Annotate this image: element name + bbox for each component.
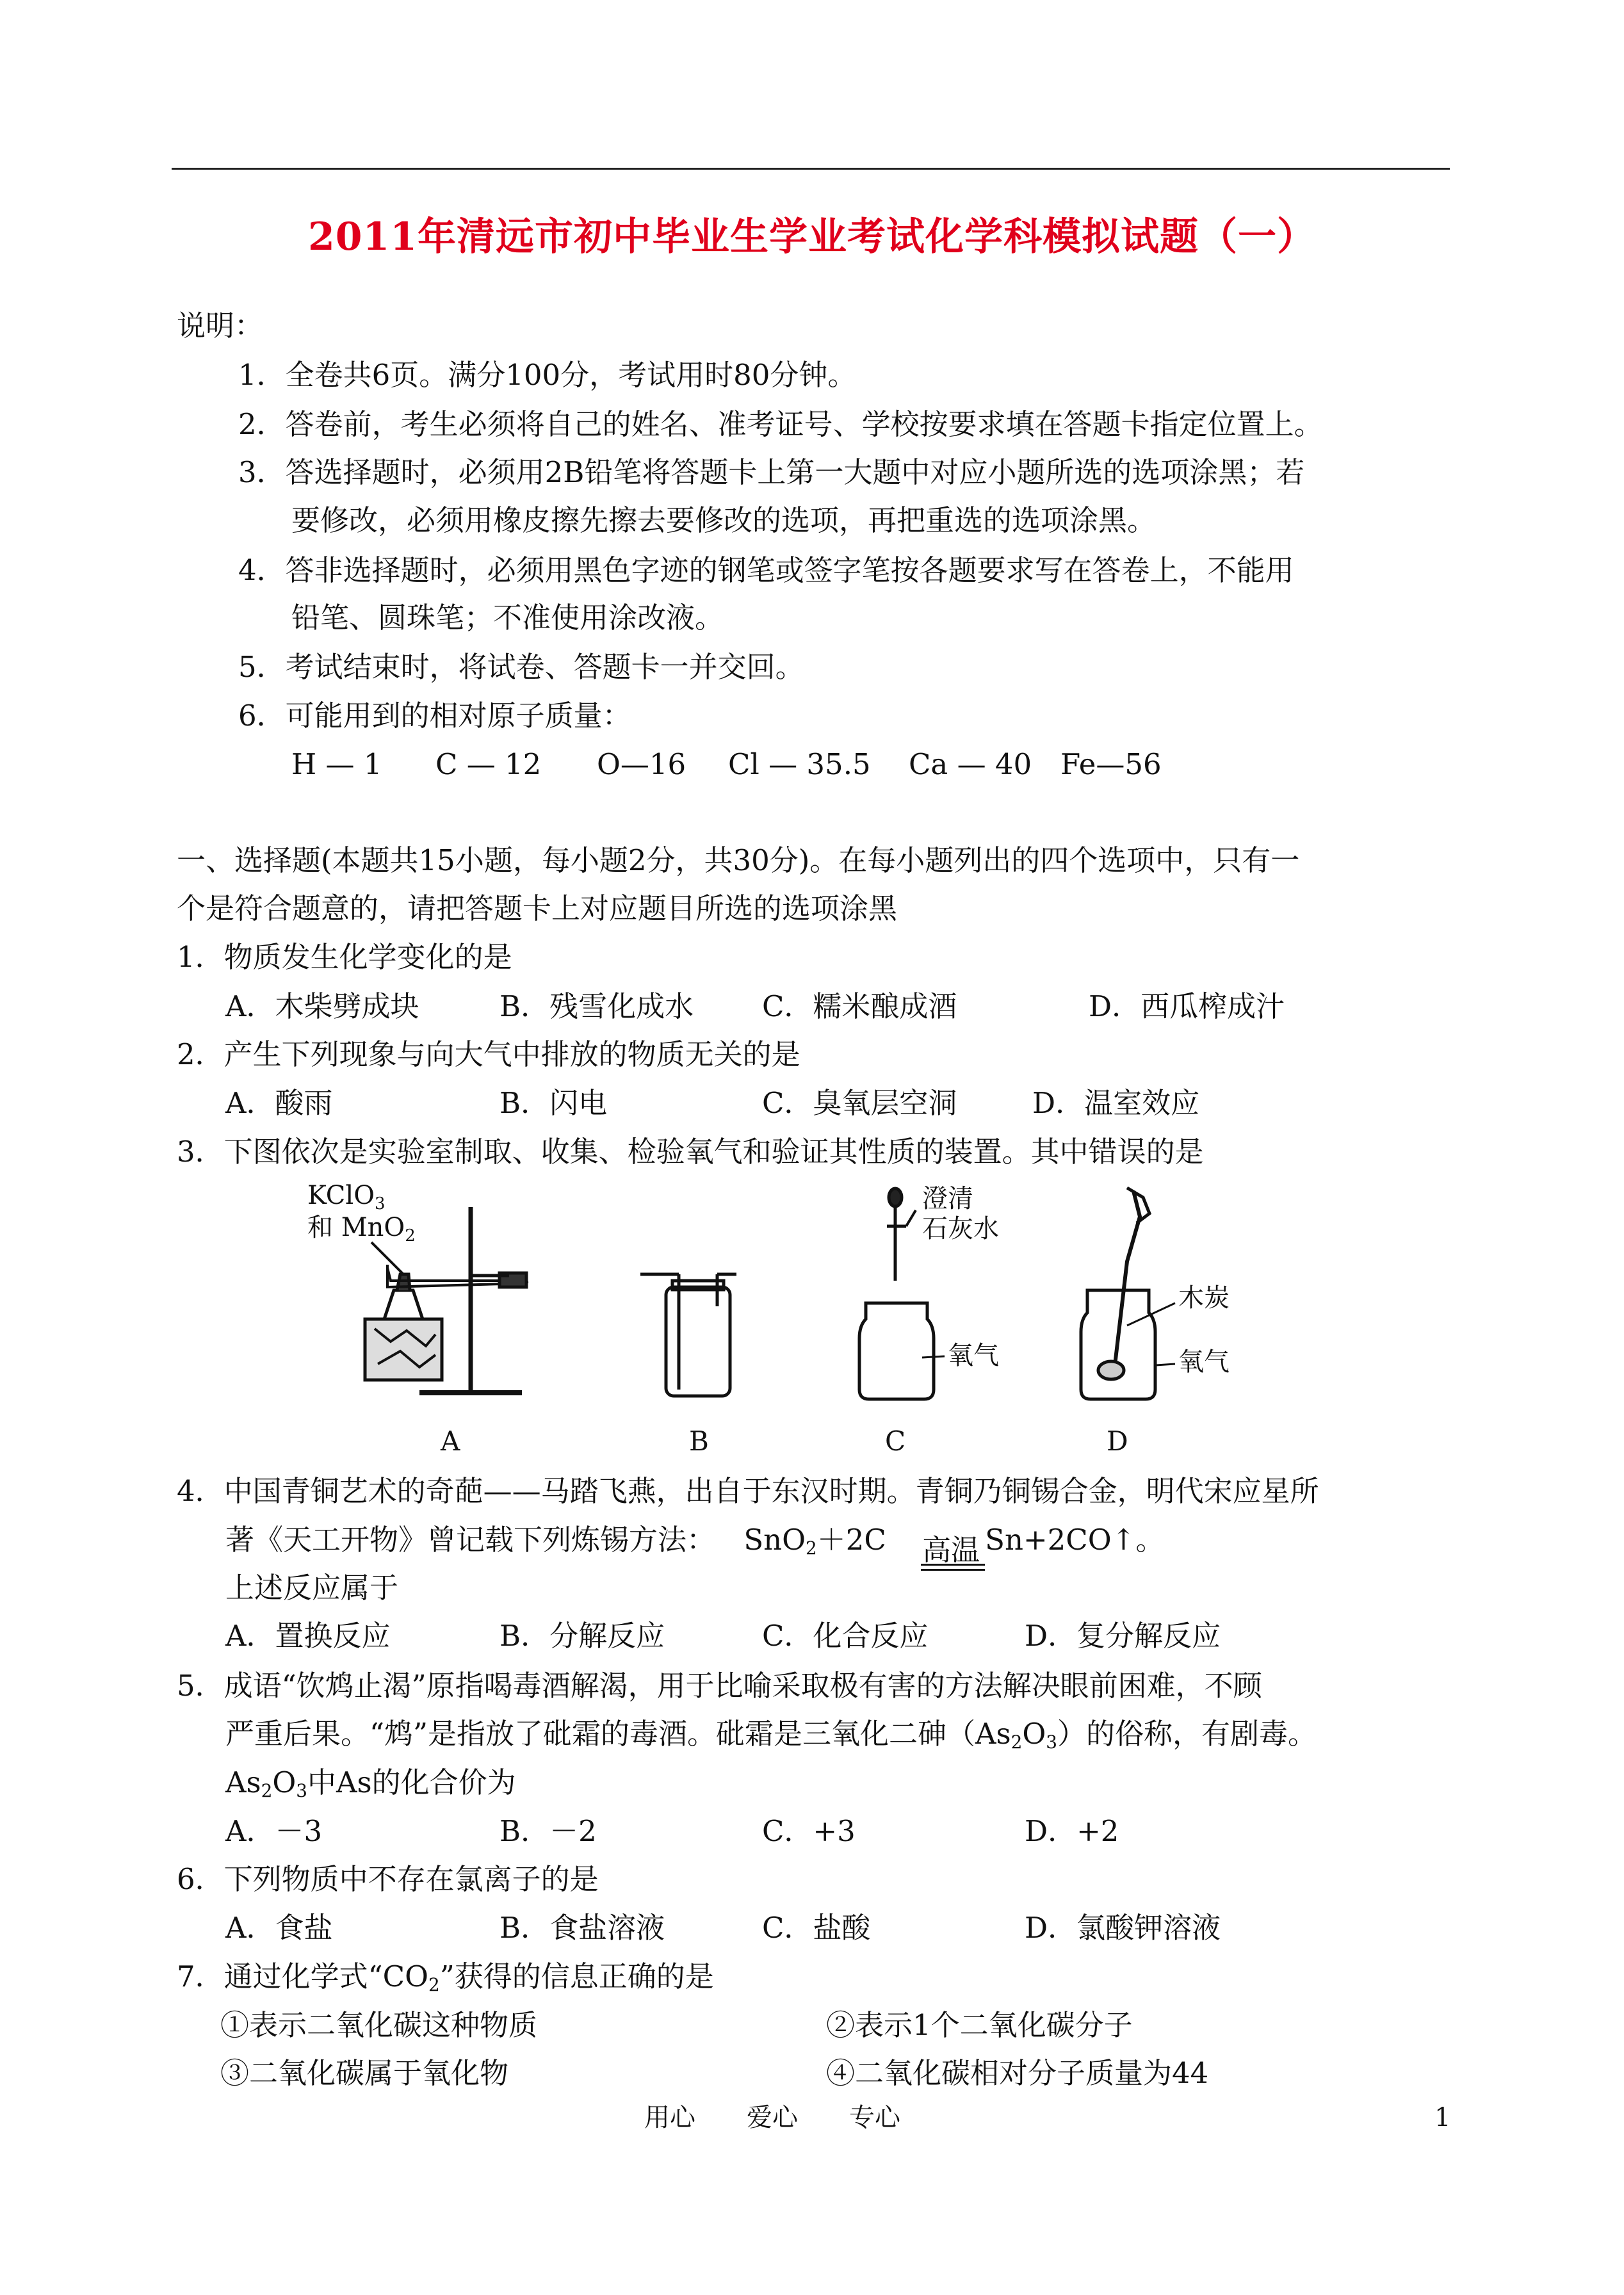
figure-label-a: A xyxy=(441,1425,460,1457)
question-stem: 2．产生下列现象与向大气中排放的物质无关的是 xyxy=(177,1037,800,1071)
option-d: D．氯酸钾溶液 xyxy=(1025,1911,1221,1945)
condition-high-temp: 高温 xyxy=(922,1533,980,1567)
option-d: D．温室效应 xyxy=(1032,1086,1200,1120)
q5-text-post: ）的俗称，有剧毒。 xyxy=(1057,1717,1317,1751)
instruction-item: 6．可能用到的相对原子质量： xyxy=(238,699,631,733)
figure-label-d: D xyxy=(1107,1425,1128,1457)
option-b: B．残雪化成水 xyxy=(499,989,694,1023)
instruction-item: 3．答选择题时，必须用2B铅笔将答题卡上第一大题中对应小题所选的选项涂黑；若 xyxy=(238,455,1305,489)
statement-item: ①表示二氧化碳这种物质 xyxy=(220,2008,538,2042)
option-d: D．复分解反应 xyxy=(1025,1619,1221,1653)
mno2-label: 和 MnO$_2$ xyxy=(307,1213,416,1245)
limewater-label-2: 石灰水 xyxy=(922,1214,999,1244)
apparatus-d xyxy=(1081,1188,1155,1399)
option-a: A．食盐 xyxy=(225,1911,333,1945)
q4-text: 著《天工开物》曾记载下列炼锡方法： xyxy=(225,1523,716,1557)
page-number: 1 xyxy=(1434,2103,1451,2132)
limewater-label-1: 澄清 xyxy=(922,1184,973,1213)
section-heading: 一、选择题(本题共15小题，每小题2分，共30分)。在每小题列出的四个选项中，只有一 xyxy=(177,843,1300,877)
question-stem: 6．下列物质中不存在氯离子的是 xyxy=(177,1862,599,1896)
formula-as2o3: $As_2O_3$ xyxy=(975,1717,1058,1753)
option-a: A．酸雨 xyxy=(225,1086,333,1120)
question-stem-cont xyxy=(225,1719,1317,1751)
question-stem: 4．中国青铜艺术的奇葩——马踏飞燕，出自于东汉时期。青铜乃铜锡合金，明代宋应星所 xyxy=(177,1474,1319,1508)
question-stem-cont: 上述反应属于 xyxy=(225,1571,399,1605)
atomic-mass: Cl — 35.5 xyxy=(728,747,871,781)
instruction-item: 1．全卷共6页。满分100分，考试用时80分钟。 xyxy=(238,358,857,392)
instruction-item: 铅笔、圆珠笔；不准使用涂改液。 xyxy=(291,601,724,635)
question-stem-cont xyxy=(225,1765,516,1801)
option-b: B．－2 xyxy=(499,1814,597,1848)
q5-text: 严重后果。“鸩”是指放了砒霜的毒酒。砒霜是三氧化二砷（ xyxy=(225,1717,976,1751)
option-c: C．化合反应 xyxy=(762,1619,929,1653)
figure-label-b: B xyxy=(689,1425,709,1457)
option-d: D．西瓜榨成汁 xyxy=(1089,989,1285,1023)
formula-co2: $CO_2$ xyxy=(382,1959,440,1995)
q4-equation: SnO$_2$＋2C xyxy=(743,1523,886,1559)
q4-products: Sn+2CO↑。 xyxy=(985,1523,1165,1557)
charcoal-label: 木炭 xyxy=(1178,1283,1230,1313)
footer-slogan: 用心 爱心 专心 xyxy=(644,2103,900,2132)
q7-text: 7．通过化学式“ xyxy=(177,1959,383,1993)
figure-label-c: C xyxy=(885,1425,906,1457)
instruction-item: 5．考试结束时，将试卷、答题卡一并交回。 xyxy=(238,650,804,684)
instruction-item: 2．答卷前，考生必须将自己的姓名、准考证号、学校按要求填在答题卡指定位置上。 xyxy=(238,407,1323,441)
atomic-mass: C — 12 xyxy=(435,747,542,781)
option-c: C．臭氧层空洞 xyxy=(762,1086,957,1120)
option-c: C．盐酸 xyxy=(762,1911,871,1945)
option-c: C．糯米酿成酒 xyxy=(762,989,957,1023)
question-stem xyxy=(177,1959,714,1995)
formula-as2o3: $As_2O_3$ xyxy=(225,1765,307,1801)
option-c: C．+3 xyxy=(762,1814,856,1848)
question-stem: 1．物质发生化学变化的是 xyxy=(177,940,512,974)
option-b: B．分解反应 xyxy=(499,1619,665,1653)
instructions-heading: 说明： xyxy=(177,309,264,343)
instruction-item: 4．答非选择题时，必须用黑色字迹的钢笔或签字笔按各题要求写在答卷上，不能用 xyxy=(238,553,1294,587)
option-a: A．－3 xyxy=(225,1814,323,1848)
apparatus-b xyxy=(640,1274,736,1396)
section-heading-cont: 个是符合题意的，请把答题卡上对应题目所选的选项涂黑 xyxy=(177,891,898,925)
option-b: B．食盐溶液 xyxy=(499,1911,665,1945)
atomic-mass: Ca — 40 xyxy=(909,747,1032,781)
option-d: D．+2 xyxy=(1025,1814,1119,1848)
kclo3-label: KClO$_3$ xyxy=(307,1181,386,1213)
atomic-mass: H — 1 xyxy=(291,747,382,781)
option-b: B．闪电 xyxy=(499,1086,608,1120)
oxygen-label-c: 氧气 xyxy=(948,1341,999,1370)
option-a: A．木柴劈成块 xyxy=(225,989,419,1023)
question-stem: 3．下图依次是实验室制取、收集、检验氧气和验证其性质的装置。其中错误的是 xyxy=(177,1135,1204,1169)
option-a: A．置换反应 xyxy=(225,1619,391,1653)
statement-item: ③二氧化碳属于氧化物 xyxy=(220,2056,509,2090)
question-stem-cont xyxy=(225,1523,1165,1567)
page-title: 2011年清远市初中毕业生学业考试化学科模拟试题（一） xyxy=(308,215,1316,259)
oxygen-label-d: 氧气 xyxy=(1178,1347,1230,1377)
question-stem: 5．成语“饮鸩止渴”原指喝毒酒解渴，用于比喻采取极有害的方法解决眼前困难，不顾 xyxy=(177,1669,1262,1703)
statement-item: ②表示1个二氧化碳分子 xyxy=(826,2008,1133,2042)
atomic-mass: Fe—56 xyxy=(1060,747,1162,781)
statement-item: ④二氧化碳相对分子质量为44 xyxy=(826,2056,1209,2090)
q7-text-post: ”获得的信息正确的是 xyxy=(439,1959,714,1993)
instruction-item: 要修改，必须用橡皮擦先擦去要修改的选项，再把重选的选项涂黑。 xyxy=(291,503,1157,537)
apparatus-figure xyxy=(282,1178,1319,1460)
header-rule xyxy=(172,168,1450,170)
atomic-mass: O—16 xyxy=(597,747,686,781)
q5-text: 中As的化合价为 xyxy=(307,1765,516,1799)
